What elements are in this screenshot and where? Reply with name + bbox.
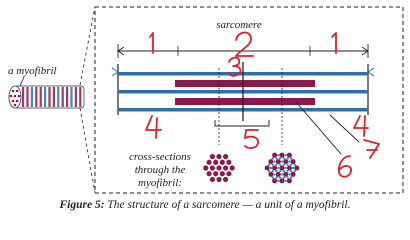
thin-dot bbox=[277, 167, 279, 169]
myofibril-pointer bbox=[20, 77, 24, 86]
cross-section-thick-and-thin bbox=[265, 153, 300, 184]
thin-dot bbox=[283, 164, 285, 166]
thick-dot bbox=[280, 166, 285, 171]
myofibril-stripe bbox=[70, 87, 72, 107]
thin-dot bbox=[281, 160, 283, 162]
thick-dot bbox=[203, 165, 208, 170]
thin-dot bbox=[283, 176, 285, 178]
thick-dot bbox=[220, 171, 225, 176]
thick-dot bbox=[268, 159, 273, 164]
thick-dot bbox=[223, 177, 228, 182]
sarcomere-label: sarcomere bbox=[216, 19, 262, 31]
thin-dot bbox=[281, 173, 283, 175]
thick-dot bbox=[226, 171, 231, 176]
myofibril-cylinder bbox=[9, 86, 84, 108]
cross-section-thick-only bbox=[203, 154, 235, 182]
thin-dot bbox=[277, 154, 279, 156]
thin-dot bbox=[275, 170, 277, 172]
thin-dot bbox=[290, 176, 292, 178]
figure-caption bbox=[0, 199, 410, 211]
figure-number: Figure 5: bbox=[59, 199, 105, 211]
annotation-4-right-mark bbox=[354, 116, 368, 136]
myofibril-stripe bbox=[35, 87, 37, 107]
thick-dot bbox=[287, 153, 292, 158]
thin-filament-right-2 bbox=[222, 90, 368, 94]
myofibril-stripe bbox=[53, 87, 55, 107]
thick-dot bbox=[272, 178, 277, 183]
thin-dot bbox=[273, 173, 275, 175]
myofibril-stripe bbox=[62, 87, 64, 107]
thin-dot bbox=[279, 164, 281, 166]
thin-dot bbox=[285, 180, 287, 182]
thin-filament-right-1 bbox=[222, 72, 368, 76]
myofibril-stripe bbox=[48, 87, 50, 107]
thick-dot bbox=[280, 178, 285, 183]
thin-dot bbox=[279, 157, 281, 159]
thick-dot bbox=[283, 159, 288, 164]
myofibril-stripe bbox=[57, 87, 59, 107]
annotation-2: 2 bbox=[243, 45, 244, 46]
annotation-7-mark bbox=[364, 140, 379, 158]
thin-dot bbox=[283, 170, 285, 172]
thick-dot bbox=[223, 165, 228, 170]
annotation-5-mark bbox=[245, 130, 258, 148]
myofibril-end-dot bbox=[14, 104, 17, 107]
thin-dot bbox=[286, 157, 288, 159]
annotation-1-right: 1 bbox=[333, 45, 334, 46]
annotation-2-mark bbox=[236, 33, 253, 57]
cross-section-label-2: through the bbox=[134, 164, 186, 176]
thin-dot bbox=[290, 164, 292, 166]
thick-filament-top bbox=[175, 80, 315, 87]
thick-dot bbox=[210, 154, 215, 159]
annotation-1-left-mark bbox=[150, 33, 153, 53]
annotation-4-right: 4 bbox=[360, 126, 361, 127]
thin-dot bbox=[286, 170, 288, 172]
myofibril-stripe bbox=[26, 87, 28, 107]
annotation-6-mark bbox=[339, 156, 351, 177]
thin-dot bbox=[272, 170, 274, 172]
myofibril-stripe bbox=[40, 87, 42, 107]
thin-dot bbox=[277, 180, 279, 182]
annotation-4-left: 4 bbox=[152, 128, 153, 129]
thick-dot bbox=[207, 160, 212, 165]
thick-filament-bottom bbox=[175, 98, 315, 105]
myofibril-stripe bbox=[22, 87, 24, 107]
annotation-1-right-mark bbox=[332, 33, 336, 53]
thick-dot bbox=[207, 171, 212, 176]
myofibril-stripe bbox=[66, 87, 68, 107]
thick-dot bbox=[291, 172, 296, 177]
annotation-4-left-mark bbox=[146, 116, 161, 138]
thick-dot bbox=[287, 166, 292, 171]
myofibril-end-dot bbox=[14, 95, 17, 98]
thin-dot bbox=[268, 170, 270, 172]
h-zone-bracket bbox=[215, 120, 269, 126]
myofibril-stripe bbox=[31, 87, 33, 107]
thin-dot bbox=[279, 176, 281, 178]
thick-dot bbox=[280, 153, 285, 158]
thick-dot bbox=[272, 153, 277, 158]
annotation-5: 5 bbox=[251, 140, 252, 141]
thick-dot bbox=[276, 172, 281, 177]
thick-dot bbox=[291, 159, 296, 164]
myofibril-stripe bbox=[75, 87, 77, 107]
myofibril-end-dot bbox=[12, 90, 15, 93]
thin-dot bbox=[272, 164, 274, 166]
thick-dot bbox=[230, 165, 235, 170]
thick-dot bbox=[268, 172, 273, 177]
thin-dot bbox=[288, 160, 290, 162]
thin-dot bbox=[275, 164, 277, 166]
annotation-3: 3 bbox=[233, 68, 234, 69]
cross-section-label-1: cross-sections bbox=[129, 151, 191, 163]
thick-dot bbox=[272, 166, 277, 171]
annotation-7: 7 bbox=[370, 150, 371, 151]
thin-dot bbox=[294, 164, 296, 166]
zoom-line-top bbox=[80, 7, 95, 85]
thin-dot bbox=[270, 167, 272, 169]
figure-caption-text: The structure of a sarcomere — a unit of a myofibril. bbox=[107, 199, 351, 211]
thick-dot bbox=[210, 177, 215, 182]
myofibril-end-dot bbox=[10, 95, 13, 98]
thin-dot bbox=[272, 157, 274, 159]
thick-dot bbox=[216, 177, 221, 182]
thick-dot bbox=[265, 166, 270, 171]
myofibril-end-dot bbox=[12, 100, 15, 103]
thin-dot bbox=[275, 176, 277, 178]
thick-dot bbox=[223, 154, 228, 159]
thick-dot bbox=[213, 160, 218, 165]
thin-dot bbox=[294, 170, 296, 172]
myofibril-stripe bbox=[44, 87, 46, 107]
thin-dot bbox=[268, 164, 270, 166]
thin-dot bbox=[286, 176, 288, 178]
thin-dot bbox=[285, 154, 287, 156]
thick-dot bbox=[226, 160, 231, 165]
annotation-1-left: 1 bbox=[150, 45, 151, 46]
thick-dot bbox=[210, 165, 215, 170]
myofibril-end-dot bbox=[16, 100, 19, 103]
thick-dot bbox=[287, 178, 292, 183]
thin-dot bbox=[272, 176, 274, 178]
cross-section-label-3: myofibril: bbox=[138, 177, 182, 189]
thin-dot bbox=[292, 167, 294, 169]
zoom-line-bottom bbox=[80, 108, 95, 193]
thick-dot bbox=[216, 154, 221, 159]
thick-dot bbox=[213, 171, 218, 176]
thin-dot bbox=[285, 167, 287, 169]
thick-dot bbox=[216, 165, 221, 170]
thick-dot bbox=[283, 172, 288, 177]
thick-dot bbox=[276, 159, 281, 164]
thin-dot bbox=[288, 173, 290, 175]
thin-dot bbox=[279, 170, 281, 172]
thin-dot bbox=[275, 157, 277, 159]
myofibril-label: a myofibril bbox=[8, 65, 57, 77]
thin-dot bbox=[273, 160, 275, 162]
thin-dot bbox=[290, 157, 292, 159]
myofibril-stripe bbox=[79, 87, 81, 107]
thick-dot bbox=[294, 166, 299, 171]
annotation-6: 6 bbox=[345, 168, 346, 169]
sarcomere-body bbox=[112, 62, 374, 145]
thin-filament-right-3 bbox=[222, 108, 368, 112]
thin-dot bbox=[286, 164, 288, 166]
myofibril-end-dot bbox=[18, 95, 21, 98]
myofibril-end-dot bbox=[16, 90, 19, 93]
thick-dot bbox=[220, 160, 225, 165]
thin-dot bbox=[283, 157, 285, 159]
thin-dot bbox=[290, 170, 292, 172]
